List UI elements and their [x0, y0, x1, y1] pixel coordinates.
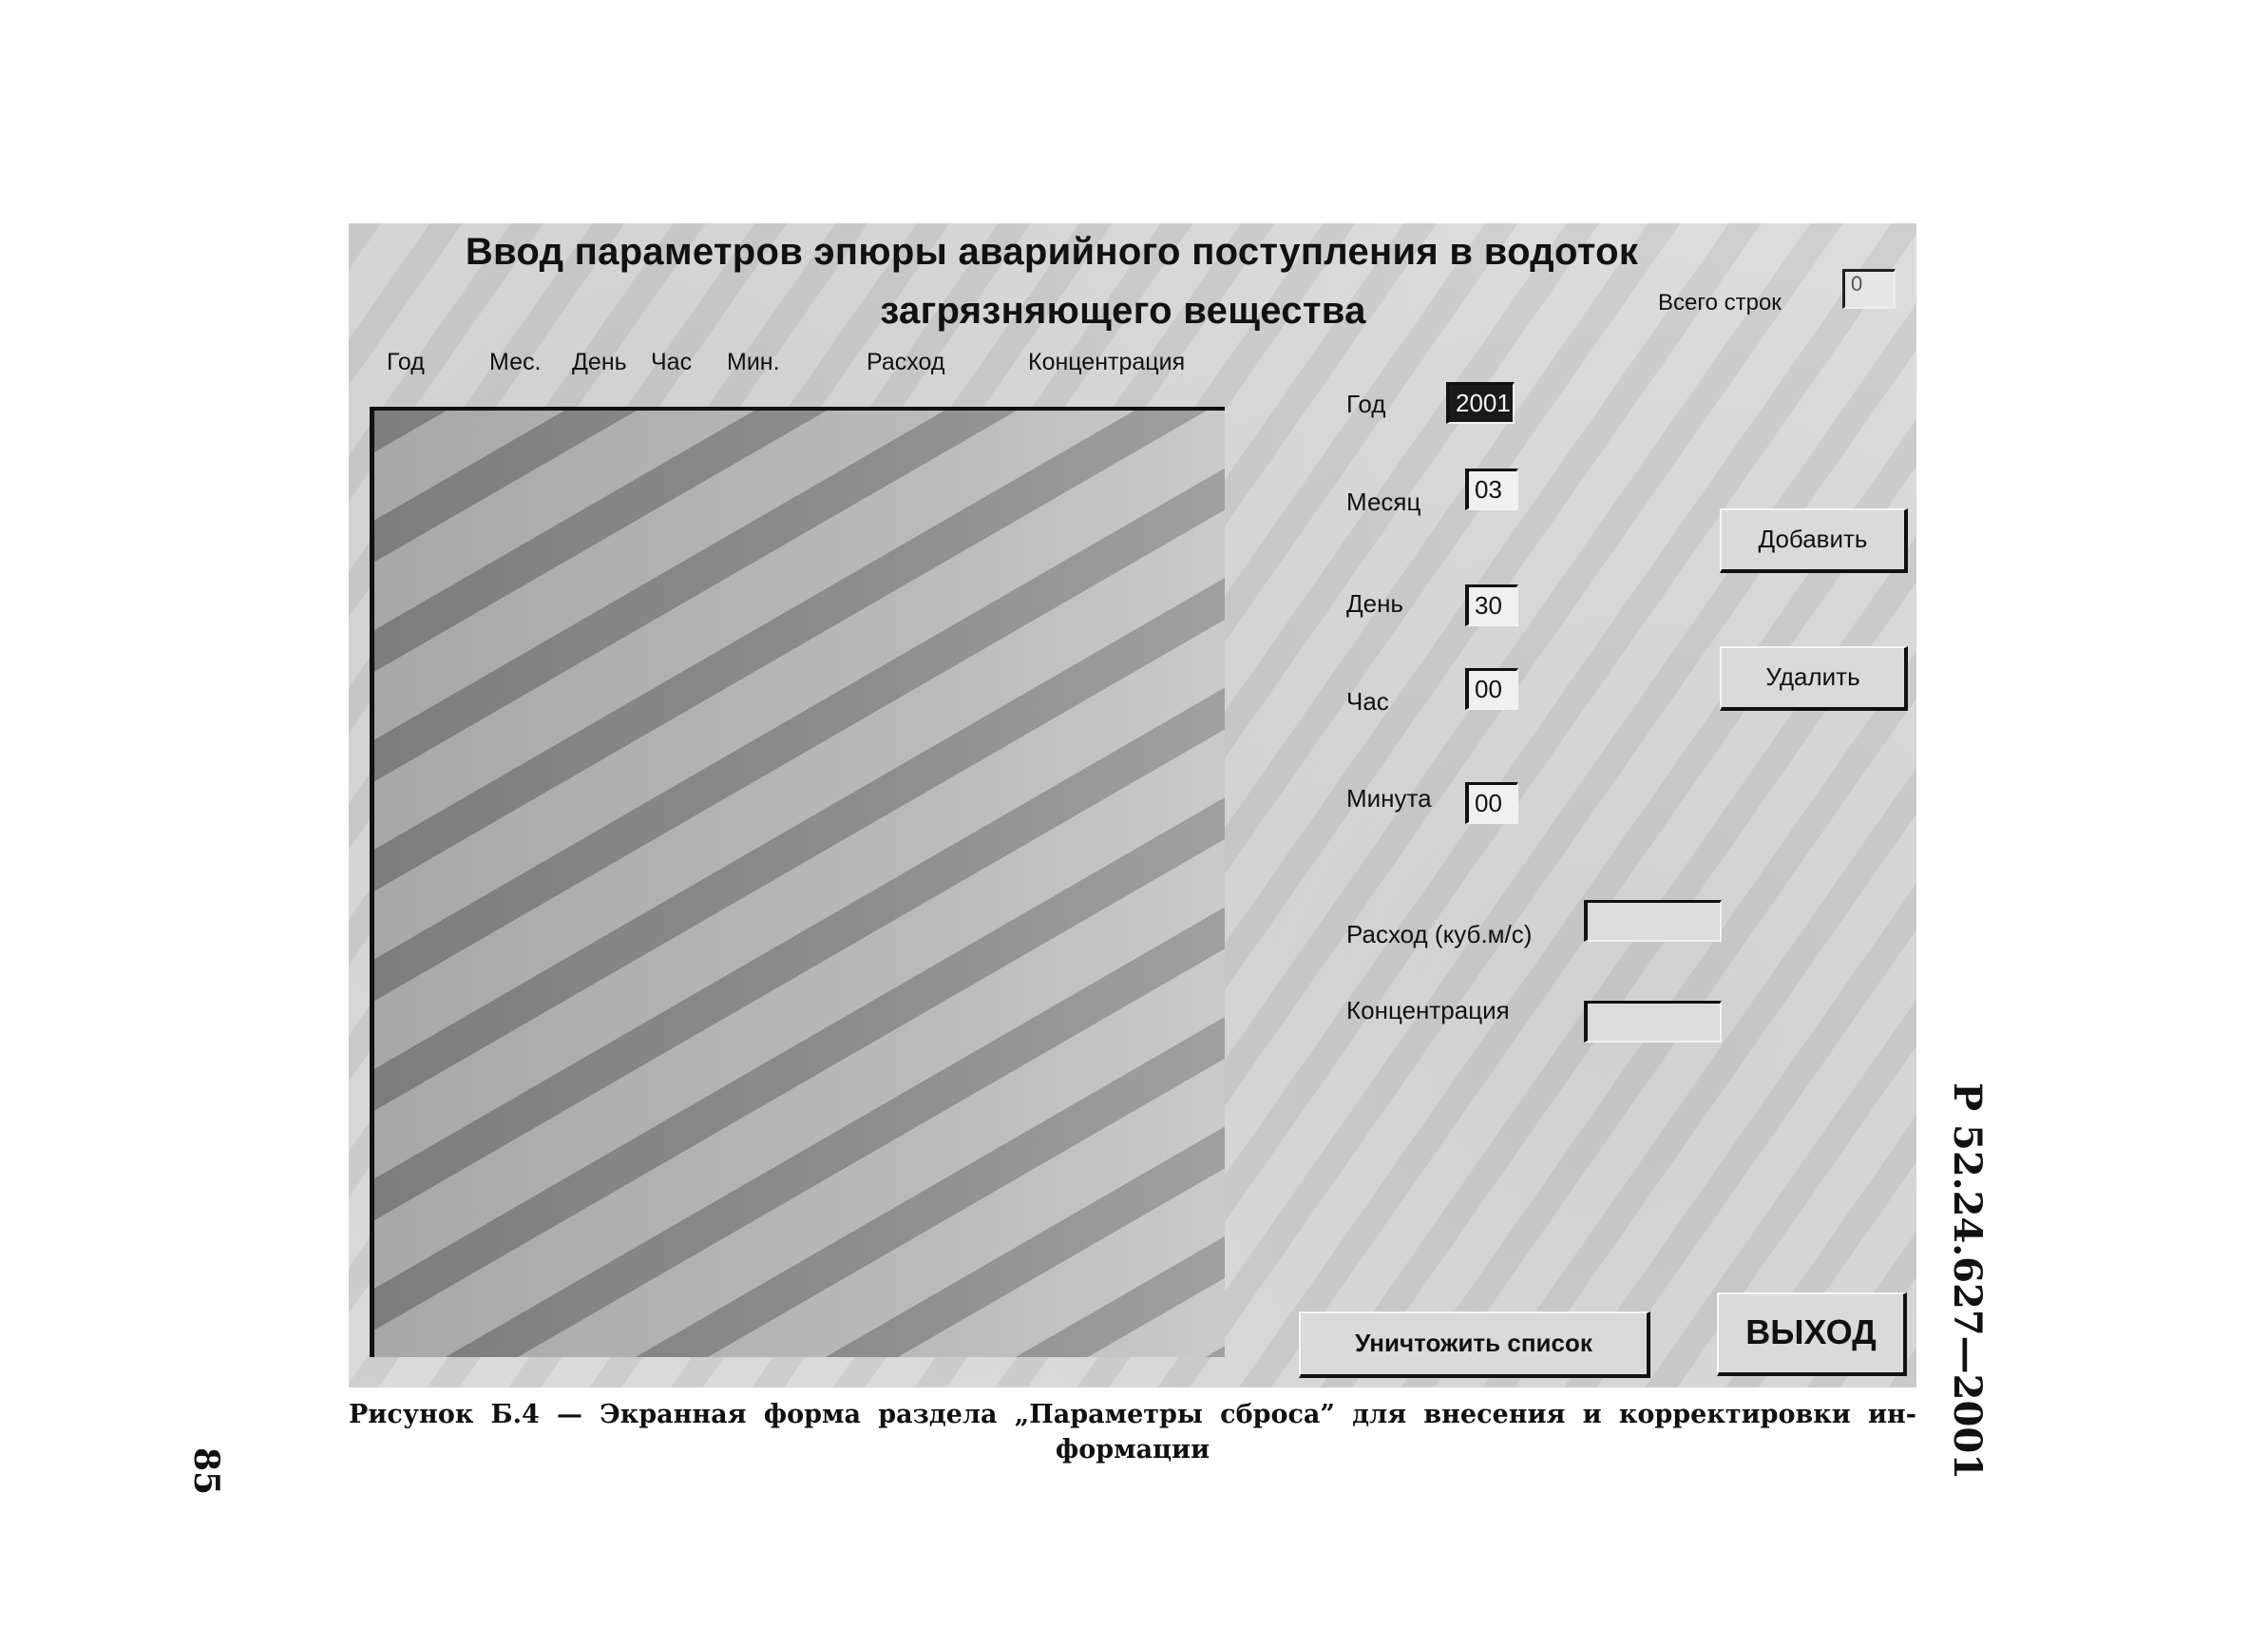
minute-label: Минута — [1346, 784, 1432, 813]
column-header-flow: Расход — [867, 349, 945, 375]
month-input[interactable]: 03 — [1465, 469, 1518, 510]
records-list[interactable] — [370, 407, 1225, 1357]
total-rows-field: 0 — [1842, 269, 1896, 309]
column-header-month: Мес. — [489, 349, 542, 375]
add-button[interactable]: Добавить — [1720, 508, 1908, 573]
concentration-label: Концентрация — [1346, 996, 1510, 1024]
total-rows-label: Всего строк — [1658, 290, 1782, 316]
form-title-line1: Ввод параметров эпюры аварийного поступления в водоток — [465, 231, 1639, 273]
column-header-minute: Мин. — [727, 349, 780, 375]
exit-button[interactable]: ВЫХОД — [1717, 1292, 1907, 1376]
form-title-line2: загрязняющего вещества — [880, 290, 1366, 332]
document-code: Р 52.24.627—2001 — [1945, 1081, 1990, 1480]
year-label: Год — [1346, 390, 1386, 418]
figure-caption — [349, 1397, 1916, 1467]
screen-form — [349, 223, 1916, 1388]
hour-input[interactable]: 00 — [1465, 668, 1518, 710]
minute-input[interactable]: 00 — [1465, 782, 1518, 824]
column-header-day: День — [572, 349, 627, 375]
page-number: 85 — [186, 1446, 226, 1496]
figure-caption-line1: Рисунок Б.4 — Экранная форма раздела „Параметры сброса” для внесения и корректировки ин- — [349, 1400, 1916, 1429]
delete-button[interactable]: Удалить — [1720, 646, 1908, 711]
column-header-concentration: Концентрация — [1028, 349, 1186, 375]
day-label: День — [1346, 589, 1403, 618]
column-header-year: Год — [387, 349, 425, 375]
column-header-hour: Час — [651, 349, 693, 375]
year-input[interactable]: 2001 — [1446, 382, 1515, 424]
concentration-input[interactable] — [1584, 1001, 1722, 1043]
flow-label: Расход (куб.м/с) — [1346, 920, 1533, 948]
hour-label: Час — [1346, 687, 1389, 716]
figure-caption-line2: формации — [1055, 1435, 1210, 1464]
flow-input[interactable] — [1584, 900, 1722, 942]
day-input[interactable]: 30 — [1465, 584, 1518, 626]
clear-list-button[interactable]: Уничтожить список — [1299, 1311, 1650, 1378]
month-label: Месяц — [1346, 488, 1421, 516]
